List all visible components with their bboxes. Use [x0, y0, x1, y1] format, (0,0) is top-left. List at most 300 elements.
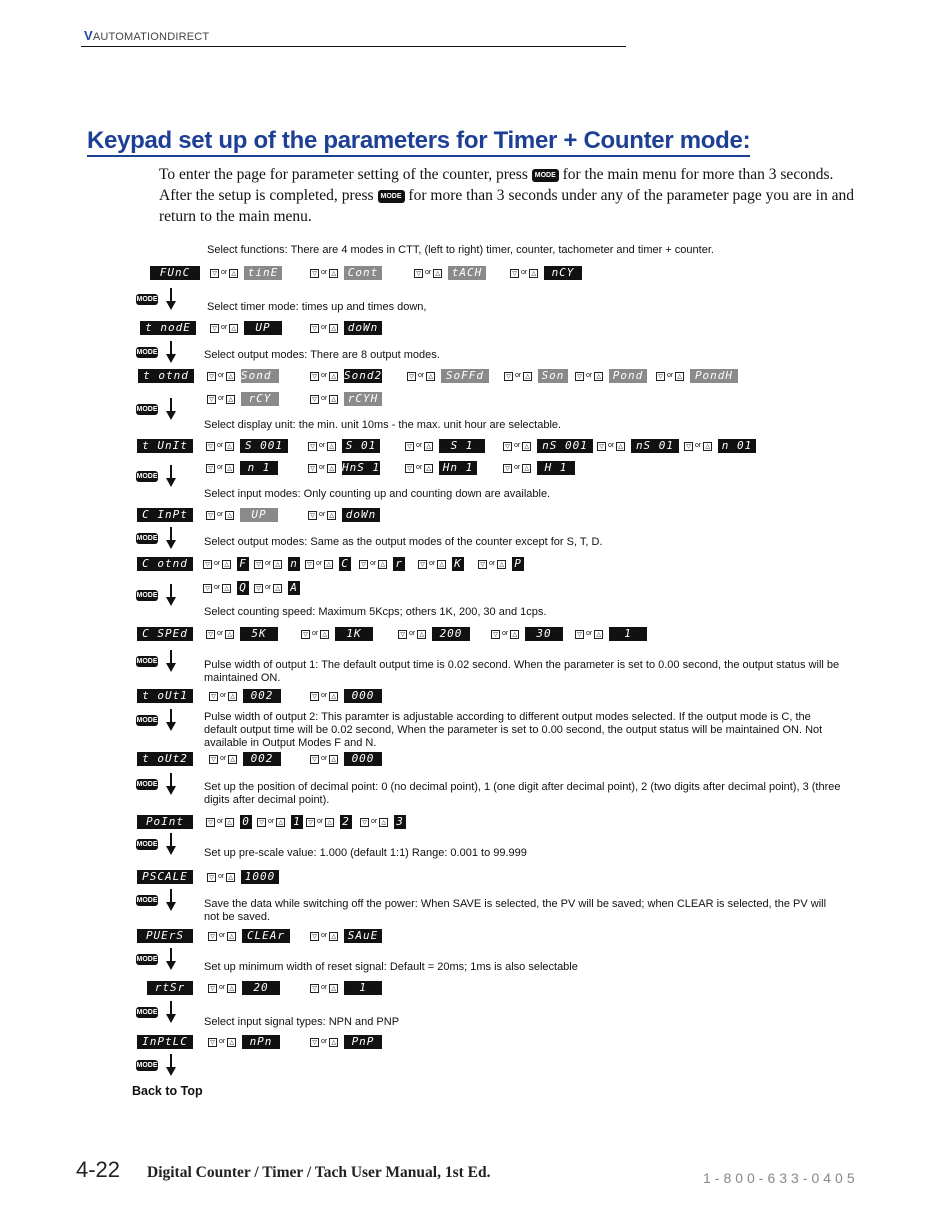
down-key-icon: ▽ — [405, 464, 414, 473]
parameter-display: t oUt1 — [137, 689, 193, 703]
down-key-icon: ▽ — [210, 269, 219, 278]
down-key-icon: ▽ — [254, 584, 263, 593]
key-pair — [301, 628, 329, 640]
key-pair — [310, 393, 338, 405]
up-key-icon: △ — [329, 269, 338, 278]
down-arrow-icon — [166, 773, 176, 795]
up-key-icon: △ — [329, 984, 338, 993]
option-display: P — [512, 557, 524, 571]
option-display: PondH — [690, 369, 738, 383]
key-pair — [575, 370, 603, 382]
up-key-icon: △ — [226, 873, 235, 882]
option-display: 1000 — [241, 870, 279, 884]
or-label: or — [586, 630, 593, 637]
mode-button-icon: MODE — [136, 1062, 158, 1069]
key-pair — [310, 982, 338, 994]
up-key-icon: △ — [594, 372, 603, 381]
option-display: Sond 1 — [241, 369, 287, 382]
intro-p1-a: To enter the page for parameter setting of the counter, press — [159, 166, 528, 183]
or-label: or — [321, 984, 328, 991]
option-display: Hn 1 — [439, 461, 477, 475]
option-display: 1 — [291, 815, 303, 829]
down-key-icon: ▽ — [398, 630, 407, 639]
option-display: F — [237, 557, 249, 571]
down-key-icon: ▽ — [208, 932, 217, 941]
key-pair — [308, 462, 336, 474]
down-arrow-icon — [166, 948, 176, 970]
down-key-icon: ▽ — [360, 818, 369, 827]
down-arrow-icon — [166, 650, 176, 672]
key-pair — [208, 1036, 236, 1048]
key-pair — [418, 558, 446, 570]
option-display: SoFFd — [441, 369, 489, 383]
or-label: or — [221, 324, 228, 331]
or-label: or — [268, 818, 275, 825]
down-key-icon: ▽ — [414, 269, 423, 278]
option-display: 5K — [240, 627, 278, 641]
key-pair — [305, 558, 333, 570]
or-label: or — [319, 464, 326, 471]
up-key-icon: △ — [225, 630, 234, 639]
or-label: or — [220, 692, 227, 699]
mode-button-icon: MODE — [136, 535, 158, 542]
option-display: 002 — [243, 689, 281, 703]
up-key-icon: △ — [703, 442, 712, 451]
step-description: Select functions: There are 4 modes in CTT, (left to right) timer, counter, tachometer and timer + counter. — [207, 244, 714, 256]
up-key-icon: △ — [226, 372, 235, 381]
down-arrow-icon — [166, 527, 176, 549]
down-key-icon: ▽ — [310, 395, 319, 404]
footer-title: Digital Counter / Timer / Tach User Manual, 1st Ed. — [147, 1164, 491, 1181]
key-pair — [209, 690, 237, 702]
key-pair — [310, 753, 338, 765]
option-display: SAuE — [344, 929, 382, 943]
or-label: or — [321, 1038, 328, 1045]
key-pair — [414, 267, 442, 279]
option-display: tACH — [448, 266, 486, 280]
option-display: Sond2 — [344, 369, 383, 382]
or-label: or — [695, 442, 702, 449]
or-label: or — [586, 372, 593, 379]
down-key-icon: ▽ — [575, 372, 584, 381]
intro-p1-b: for the main menu for more than 3 seconds. — [562, 166, 834, 183]
down-key-icon: ▽ — [597, 442, 606, 451]
up-key-icon: △ — [437, 560, 446, 569]
or-label: or — [317, 818, 324, 825]
up-key-icon: △ — [329, 755, 338, 764]
mode-button-icon: MODE — [136, 956, 158, 963]
header-rule — [81, 46, 626, 47]
key-pair — [210, 267, 238, 279]
key-pair — [360, 816, 388, 828]
up-key-icon: △ — [616, 442, 625, 451]
up-key-icon: △ — [227, 932, 236, 941]
key-pair — [306, 816, 334, 828]
or-label: or — [319, 511, 326, 518]
or-label: or — [214, 560, 221, 567]
up-key-icon: △ — [379, 818, 388, 827]
parameter-display: PSCALE — [137, 870, 193, 884]
mode-button-icon: MODE — [136, 592, 158, 599]
down-key-icon: ▽ — [207, 395, 216, 404]
down-key-icon: ▽ — [575, 630, 584, 639]
up-key-icon: △ — [273, 560, 282, 569]
key-pair — [575, 628, 603, 640]
or-label: or — [217, 464, 224, 471]
option-display: 002 — [243, 752, 281, 766]
down-key-icon: ▽ — [478, 560, 487, 569]
up-key-icon: △ — [424, 464, 433, 473]
option-display: S 001 — [240, 439, 288, 453]
key-pair — [310, 370, 338, 382]
or-label: or — [316, 560, 323, 567]
option-display: rCYH — [344, 392, 382, 406]
down-key-icon: ▽ — [310, 755, 319, 764]
key-pair — [308, 440, 336, 452]
up-key-icon: △ — [329, 692, 338, 701]
down-key-icon: ▽ — [206, 630, 215, 639]
up-key-icon: △ — [325, 818, 334, 827]
key-pair — [310, 690, 338, 702]
or-label: or — [219, 932, 226, 939]
option-display: 0 — [240, 815, 252, 829]
down-key-icon: ▽ — [207, 372, 216, 381]
down-key-icon: ▽ — [208, 984, 217, 993]
down-key-icon: ▽ — [209, 692, 218, 701]
option-display: r — [393, 557, 405, 571]
intro-text — [159, 164, 854, 227]
option-display: 200 — [432, 627, 470, 641]
or-label: or — [608, 442, 615, 449]
down-key-icon: ▽ — [656, 372, 665, 381]
down-key-icon: ▽ — [504, 372, 513, 381]
key-pair — [405, 440, 433, 452]
up-key-icon: △ — [497, 560, 506, 569]
key-pair — [206, 816, 234, 828]
option-display: doWn — [344, 321, 382, 335]
parameter-display: t otnd — [138, 369, 194, 383]
mode-button-icon: MODE — [136, 658, 158, 665]
brand-logo — [84, 28, 209, 43]
or-label: or — [489, 560, 496, 567]
key-pair — [208, 982, 236, 994]
up-key-icon: △ — [225, 442, 234, 451]
up-key-icon: △ — [324, 560, 333, 569]
down-arrow-icon — [166, 709, 176, 731]
option-display: doWn — [342, 508, 380, 522]
or-label: or — [265, 560, 272, 567]
up-key-icon: △ — [225, 464, 234, 473]
option-display: 1 — [344, 981, 382, 995]
up-key-icon: △ — [227, 1038, 236, 1047]
key-pair — [310, 1036, 338, 1048]
option-display: nPn — [242, 1035, 280, 1049]
up-key-icon: △ — [378, 560, 387, 569]
or-label: or — [667, 372, 674, 379]
key-pair — [684, 440, 712, 452]
down-key-icon: ▽ — [301, 630, 310, 639]
mode-button-icon: MODE — [136, 296, 158, 303]
or-label: or — [370, 560, 377, 567]
down-key-icon: ▽ — [206, 511, 215, 520]
key-pair — [206, 462, 234, 474]
or-label: or — [321, 692, 328, 699]
up-key-icon: △ — [229, 324, 238, 333]
up-key-icon: △ — [227, 984, 236, 993]
option-display: rCY — [241, 392, 279, 406]
key-pair — [656, 370, 684, 382]
down-key-icon: ▽ — [308, 511, 317, 520]
option-display: A — [288, 581, 300, 595]
down-key-icon: ▽ — [310, 324, 319, 333]
up-key-icon: △ — [329, 395, 338, 404]
key-pair — [206, 628, 234, 640]
key-pair — [209, 753, 237, 765]
parameter-display: FUnC — [150, 266, 200, 280]
down-key-icon: ▽ — [207, 873, 216, 882]
option-display: 30 — [525, 627, 563, 641]
option-display: S 01 — [342, 439, 380, 453]
or-label: or — [321, 755, 328, 762]
key-pair — [203, 582, 231, 594]
key-pair — [207, 871, 235, 883]
key-pair — [407, 370, 435, 382]
or-label: or — [521, 269, 528, 276]
up-key-icon: △ — [327, 442, 336, 451]
parameter-display: PUErS — [137, 929, 193, 943]
or-label: or — [219, 984, 226, 991]
key-pair — [491, 628, 519, 640]
mode-button-icon: MODE — [136, 349, 158, 356]
down-key-icon: ▽ — [206, 464, 215, 473]
option-display: 000 — [344, 689, 382, 703]
step-description: Set up minimum width of reset signal: Default = 20ms; 1ms is also selectable — [204, 961, 578, 973]
down-arrow-icon — [166, 288, 176, 310]
down-key-icon: ▽ — [308, 442, 317, 451]
or-label: or — [217, 630, 224, 637]
or-label: or — [502, 630, 509, 637]
logo-mark: V — [84, 28, 93, 43]
or-label: or — [416, 442, 423, 449]
or-label: or — [321, 932, 328, 939]
key-pair — [308, 509, 336, 521]
option-display: Son — [538, 369, 568, 383]
or-label: or — [220, 755, 227, 762]
mode-button-icon: MODE — [136, 473, 158, 480]
down-key-icon: ▽ — [305, 560, 314, 569]
option-display: Q — [237, 581, 249, 595]
up-key-icon: △ — [424, 442, 433, 451]
option-display: 1 — [609, 627, 647, 641]
up-key-icon: △ — [329, 1038, 338, 1047]
option-display: nS 001 — [537, 439, 593, 453]
up-key-icon: △ — [228, 755, 237, 764]
key-pair — [503, 462, 531, 474]
parameter-display: t oUt2 — [137, 752, 193, 766]
down-key-icon: ▽ — [203, 584, 212, 593]
down-key-icon: ▽ — [310, 269, 319, 278]
down-arrow-icon — [166, 833, 176, 855]
or-label: or — [418, 372, 425, 379]
key-pair — [207, 370, 235, 382]
option-display: UP — [240, 508, 278, 522]
up-key-icon: △ — [329, 324, 338, 333]
key-pair — [398, 628, 426, 640]
up-key-icon: △ — [329, 372, 338, 381]
option-display: nS 01 — [631, 439, 679, 453]
key-pair — [257, 816, 285, 828]
or-label: or — [265, 584, 272, 591]
up-key-icon: △ — [510, 630, 519, 639]
down-key-icon: ▽ — [210, 324, 219, 333]
option-display: nCY — [544, 266, 582, 280]
mode-button-icon: MODE — [136, 717, 158, 724]
down-arrow-icon — [166, 1001, 176, 1023]
step-description: Select output modes: Same as the output modes of the counter except for S, T, D. — [204, 536, 603, 548]
step-description: Pulse width of output 2: This paramter is adjustable according to different output modes selected. If the output mode is C, the default output time will be 0.02 second, When the parameter is set to 0.00 second, the output status will be maintained ON. Not available in Output Modes F and N. — [204, 711, 823, 749]
up-key-icon: △ — [276, 818, 285, 827]
down-key-icon: ▽ — [418, 560, 427, 569]
step-description: Select counting speed: Maximum 5Kcps; others 1K, 200, 30 and 1cps. — [204, 606, 547, 618]
step-description: Select input modes: Only counting up and counting down are available. — [204, 488, 551, 500]
down-key-icon: ▽ — [308, 464, 317, 473]
option-display: Cont — [344, 266, 382, 280]
or-label: or — [218, 873, 225, 880]
down-key-icon: ▽ — [503, 442, 512, 451]
parameter-display: t UnIt — [137, 439, 193, 453]
down-key-icon: ▽ — [503, 464, 512, 473]
parameter-display: C InPt — [137, 508, 193, 522]
down-key-icon: ▽ — [310, 692, 319, 701]
or-label: or — [409, 630, 416, 637]
down-arrow-icon — [166, 465, 176, 487]
up-key-icon: △ — [225, 818, 234, 827]
mode-button-icon: MODE — [136, 1009, 158, 1016]
or-label: or — [416, 464, 423, 471]
parameter-display: C otnd — [137, 557, 193, 571]
intro-p2-b: for more than 3 seconds under any of the parameter page you are in and return to the main menu. — [159, 187, 855, 225]
or-label: or — [514, 442, 521, 449]
option-display: PnP — [344, 1035, 382, 1049]
up-key-icon: △ — [222, 560, 231, 569]
option-display: 000 — [344, 752, 382, 766]
option-display: H 1 — [537, 461, 575, 475]
down-arrow-icon — [166, 889, 176, 911]
or-label: or — [218, 395, 225, 402]
down-arrow-icon — [166, 1054, 176, 1076]
key-pair — [310, 267, 338, 279]
option-display: Pond — [609, 369, 647, 383]
up-key-icon: △ — [226, 395, 235, 404]
key-pair — [478, 558, 506, 570]
or-label: or — [514, 464, 521, 471]
up-key-icon: △ — [523, 372, 532, 381]
parameter-display: InPtLC — [137, 1035, 193, 1049]
key-pair — [597, 440, 625, 452]
key-pair — [504, 370, 532, 382]
mode-button-icon: MODE — [136, 781, 158, 788]
key-pair — [359, 558, 387, 570]
option-display: 3 — [394, 815, 406, 829]
page-title: Keypad set up of the parameters for Timer + Counter mode: — [87, 127, 750, 157]
logo-text: AUTOMATIONDIRECT — [92, 31, 210, 43]
back-to-top-link[interactable]: Back to Top — [132, 1084, 203, 1098]
key-pair — [254, 582, 282, 594]
or-label: or — [217, 511, 224, 518]
down-key-icon: ▽ — [310, 372, 319, 381]
key-pair — [210, 322, 238, 334]
down-key-icon: ▽ — [510, 269, 519, 278]
down-arrow-icon — [166, 341, 176, 363]
or-label: or — [321, 372, 328, 379]
down-key-icon: ▽ — [684, 442, 693, 451]
down-key-icon: ▽ — [206, 442, 215, 451]
down-key-icon: ▽ — [203, 560, 212, 569]
or-label: or — [321, 324, 328, 331]
or-label: or — [515, 372, 522, 379]
up-key-icon: △ — [433, 269, 442, 278]
key-pair — [203, 558, 231, 570]
step-description: Pulse width of output 1: The default output time is 0.02 second. When the parameter is set to 0.00 second, the output status will be maintained ON. — [204, 659, 840, 684]
or-label: or — [214, 584, 221, 591]
up-key-icon: △ — [522, 442, 531, 451]
down-arrow-icon — [166, 584, 176, 606]
option-display: n 01 — [718, 439, 756, 453]
up-key-icon: △ — [273, 584, 282, 593]
up-key-icon: △ — [225, 511, 234, 520]
key-pair — [206, 440, 234, 452]
key-pair — [405, 462, 433, 474]
option-display: 2 — [340, 815, 352, 829]
or-label: or — [319, 442, 326, 449]
up-key-icon: △ — [522, 464, 531, 473]
or-label: or — [217, 818, 224, 825]
up-key-icon: △ — [229, 269, 238, 278]
up-key-icon: △ — [222, 584, 231, 593]
up-key-icon: △ — [327, 464, 336, 473]
or-label: or — [221, 269, 228, 276]
up-key-icon: △ — [329, 932, 338, 941]
key-pair — [310, 322, 338, 334]
down-key-icon: ▽ — [209, 755, 218, 764]
option-display: 1K — [335, 627, 373, 641]
step-description: Select output modes: There are 8 output modes. — [204, 349, 440, 361]
parameter-display: PoInt — [137, 815, 193, 829]
option-display: C — [339, 557, 351, 571]
or-label: or — [371, 818, 378, 825]
option-display: tinE — [244, 266, 282, 280]
parameter-display: C SPEd — [137, 627, 193, 641]
down-key-icon: ▽ — [257, 818, 266, 827]
down-key-icon: ▽ — [208, 1038, 217, 1047]
down-key-icon: ▽ — [310, 932, 319, 941]
down-key-icon: ▽ — [359, 560, 368, 569]
intro-p2-a: After the setup is completed, press — [159, 187, 374, 204]
up-key-icon: △ — [228, 692, 237, 701]
option-display: CLEAr — [242, 929, 290, 943]
key-pair — [206, 509, 234, 521]
mode-key-icon: MODE — [378, 190, 405, 203]
page-number: 4-22 — [76, 1157, 121, 1182]
mode-button-icon: MODE — [136, 897, 158, 904]
mode-key-icon: MODE — [532, 169, 559, 182]
down-key-icon: ▽ — [491, 630, 500, 639]
step-description: Set up pre-scale value: 1.000 (default 1:1) Range: 0.001 to 99.999 — [204, 847, 527, 859]
step-description: Select display unit: the min. unit 10ms - the max. unit hour are selectable. — [204, 419, 562, 431]
key-pair — [254, 558, 282, 570]
key-pair — [207, 393, 235, 405]
down-key-icon: ▽ — [310, 1038, 319, 1047]
